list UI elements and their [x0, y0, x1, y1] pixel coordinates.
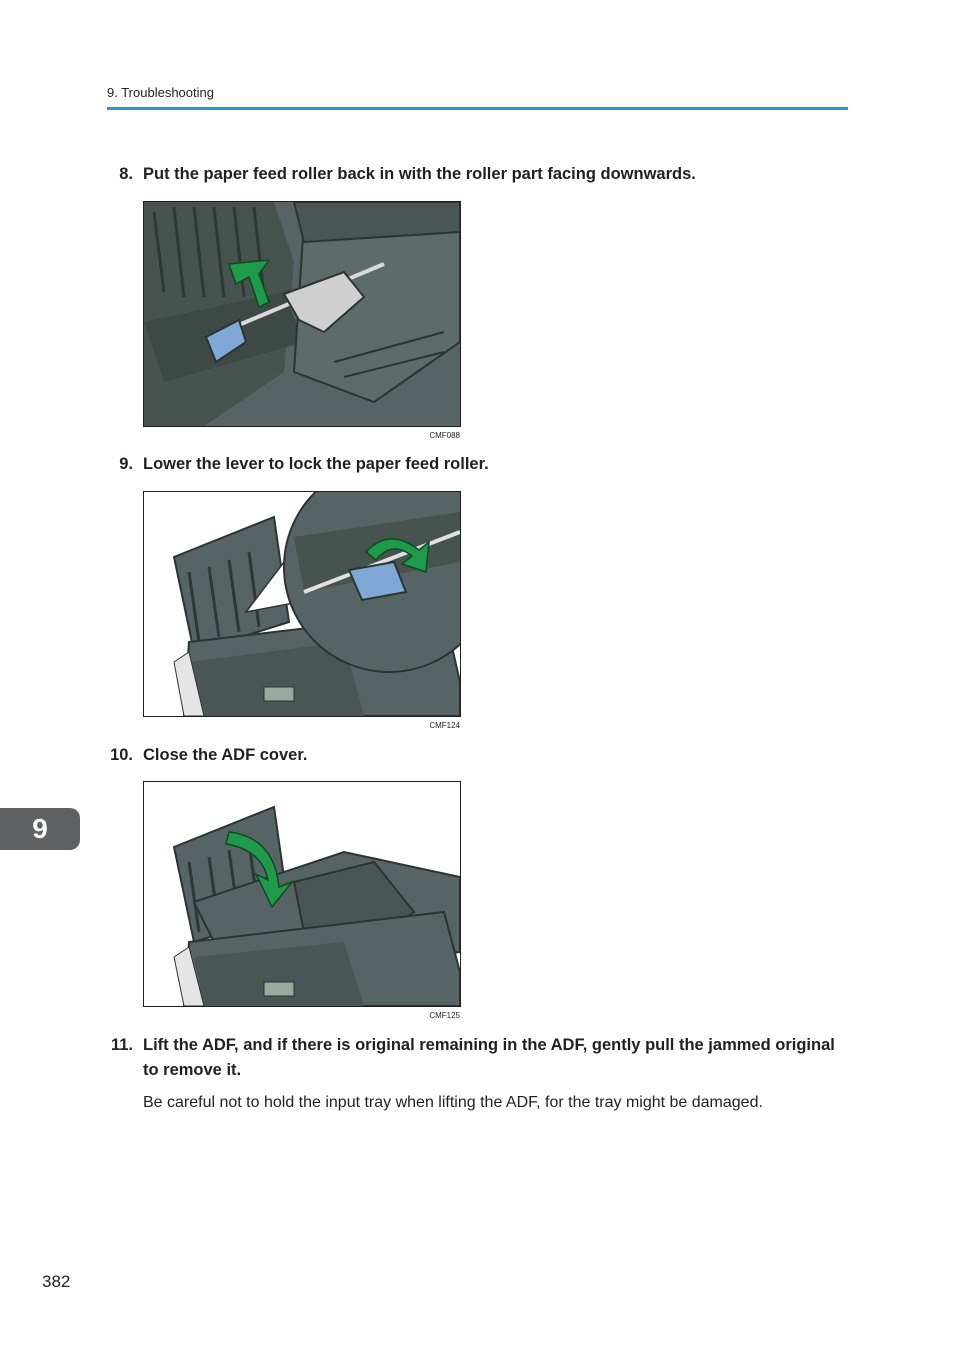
step-text: Lift the ADF, and if there is original remaining in the ADF, gently pull the jammed original to remove it.	[143, 1036, 835, 1079]
header-rule	[107, 107, 848, 110]
figure-close-adf-cover	[143, 781, 461, 1007]
step-text: Lower the lever to lock the paper feed roller.	[143, 455, 489, 473]
page-number: 382	[42, 1272, 71, 1291]
step-11	[107, 1033, 847, 1083]
figure-code: CMF125	[429, 1011, 460, 1020]
step-text: Put the paper feed roller back in with the roller part facing downwards.	[143, 165, 696, 183]
step-text: Close the ADF cover.	[143, 746, 308, 764]
step-11-note: Be careful not to hold the input tray when lifting the ADF, for the tray might be damaged.	[143, 1094, 763, 1111]
figure-roller-insert	[143, 201, 461, 427]
figure-code: CMF088	[429, 431, 460, 440]
chapter-tab: 9	[0, 808, 80, 850]
step-number: 11.	[110, 1036, 133, 1054]
step-number: 9.	[119, 455, 133, 473]
header-chapter-title: 9. Troubleshooting	[107, 85, 214, 100]
step-number: 8.	[119, 165, 133, 183]
step-number: 10.	[110, 746, 133, 764]
figure-code: CMF124	[429, 721, 460, 730]
figure-lever-lock	[143, 491, 461, 717]
